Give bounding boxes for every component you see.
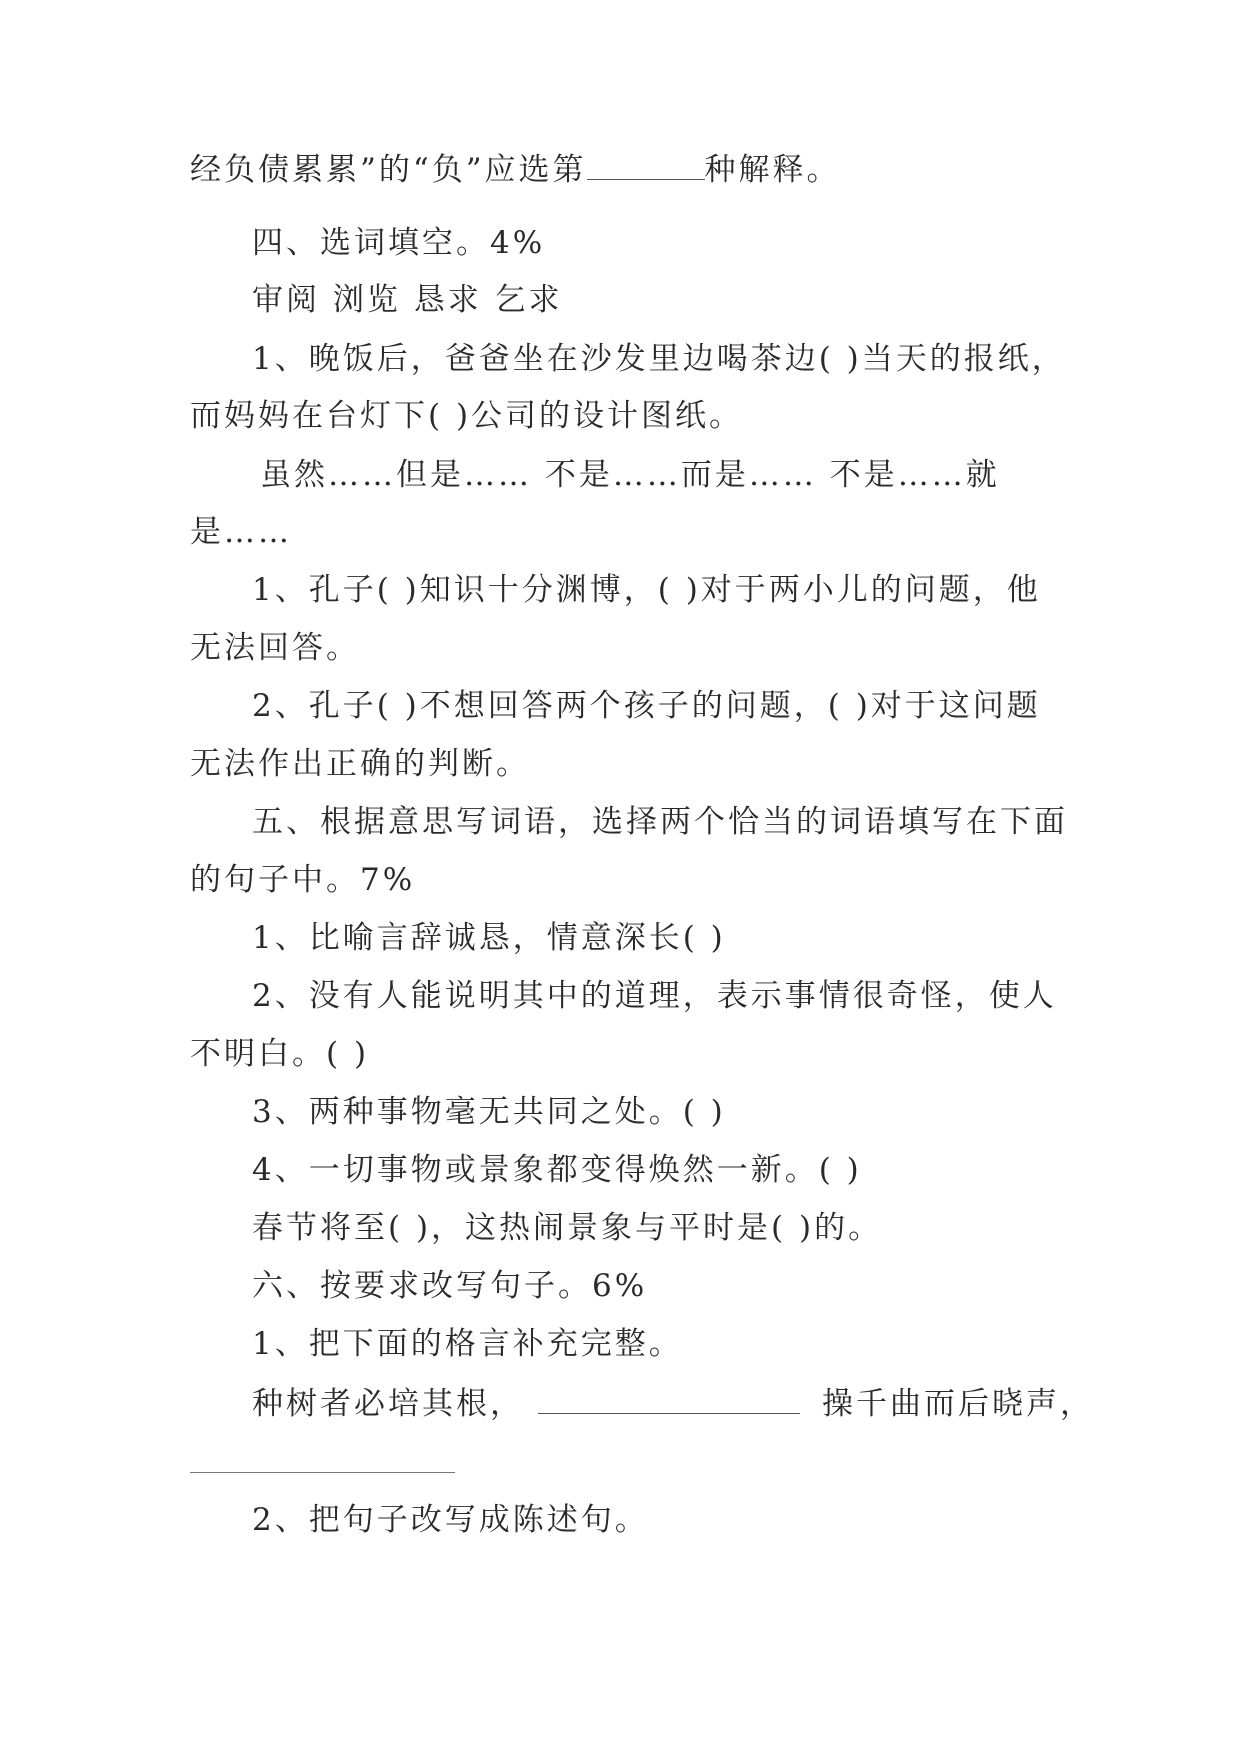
- section-heading: 六、按要求改写句子。6%: [252, 1268, 648, 1304]
- question-line: 不明白。( ): [190, 1036, 370, 1072]
- text-segment: 操千曲而后晓声，: [822, 1386, 1094, 1422]
- question-line: 1、晚饭后，爸爸坐在沙发里边喝茶边( )当天的报纸，: [252, 341, 1066, 377]
- conjunction-options: 是……: [190, 514, 292, 550]
- question-line: 2、没有人能说明其中的道理，表示事情很奇怪，使人: [252, 978, 1057, 1014]
- fill-blank[interactable]: [190, 1472, 455, 1473]
- question-line: 1、孔子( )知识十分渊博，( )对于两小儿的问题，他: [252, 572, 1041, 608]
- question-line: 春节将至( )，这热闹景象与平时是( )的。: [252, 1210, 883, 1246]
- section-heading: 的句子中。7%: [190, 862, 416, 898]
- question-line: 1、把下面的格言补充完整。: [252, 1326, 683, 1362]
- question-line: 而妈妈在台灯下( )公司的设计图纸。: [190, 398, 744, 434]
- question-line: [252, 1384, 1094, 1424]
- text-segment: 种解释。: [704, 152, 841, 188]
- section-heading: 五、根据意思写词语，选择两个恰当的词语填写在下面: [252, 804, 1068, 840]
- text-segment: 经负债累累”的“负”应选第: [190, 152, 587, 188]
- fill-blank[interactable]: [587, 151, 705, 180]
- fill-blank[interactable]: [538, 1385, 800, 1414]
- question-line: 2、把句子改写成陈述句。: [252, 1502, 649, 1538]
- word-options: 审阅 浏览 恳求 乞求: [252, 282, 563, 318]
- conjunction-options: 虽然……但是…… 不是……而是…… 不是……就: [260, 457, 1000, 493]
- question-line: 3、两种事物毫无共同之处。( ): [252, 1094, 726, 1130]
- question-line: 无法回答。: [190, 630, 360, 666]
- question-line: 2、孔子( )不想回答两个孩子的问题，( )对于这问题: [252, 688, 1041, 724]
- text-line: [190, 150, 841, 190]
- question-line: 4、一切事物或景象都变得焕然一新。( ): [252, 1152, 862, 1188]
- text-segment: 种树者必培其根，: [252, 1386, 524, 1422]
- question-line: 1、比喻言辞诚恳，情意深长( ): [252, 920, 726, 956]
- section-heading: 四、选词填空。4%: [252, 225, 546, 261]
- question-line: 无法作出正确的判断。: [190, 746, 530, 782]
